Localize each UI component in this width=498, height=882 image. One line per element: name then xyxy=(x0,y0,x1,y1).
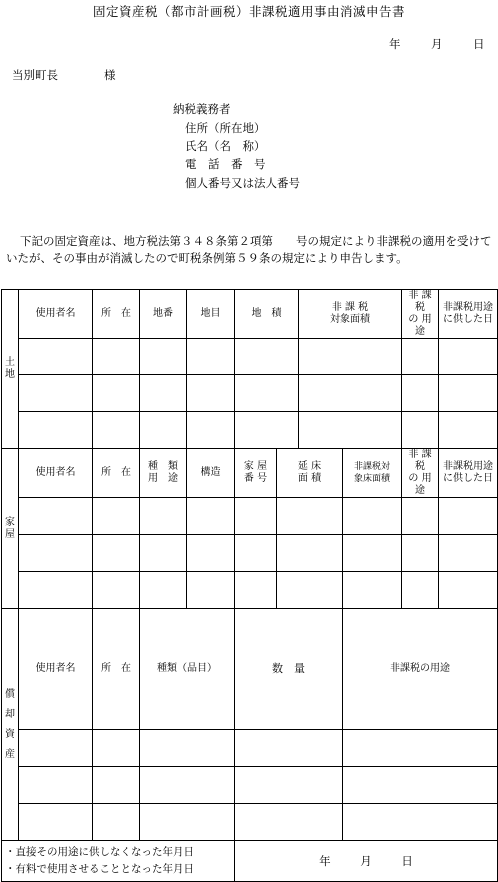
land-col-location: 所 在 xyxy=(93,290,140,339)
depreciable-cell-quantity[interactable] xyxy=(235,767,343,804)
house-section-label: 家 屋 xyxy=(2,449,19,609)
paid-use-date-label: ・有料で使用させることとなった年月日 xyxy=(5,863,194,875)
house-cell-type[interactable] xyxy=(140,572,187,609)
land-col-user-name: 使用者名 xyxy=(19,290,93,339)
house-cell-exempt-use[interactable] xyxy=(402,535,439,572)
house-cell-exempt-date[interactable] xyxy=(439,535,498,572)
house-row xyxy=(2,498,498,535)
land-cell-area[interactable] xyxy=(235,375,299,412)
house-cell-structure[interactable] xyxy=(187,535,235,572)
land-col-exempt-area: 非 課 税 対象面積 xyxy=(299,290,402,339)
land-cell-user[interactable] xyxy=(19,375,93,412)
land-cell-user[interactable] xyxy=(19,339,93,375)
house-cell-location[interactable] xyxy=(93,498,140,535)
land-cell-category[interactable] xyxy=(187,375,235,412)
house-cell-user[interactable] xyxy=(19,572,93,609)
depreciable-cell-location[interactable] xyxy=(93,804,140,841)
depreciable-col-exempt-use: 非課税の用途 xyxy=(343,609,498,730)
land-cell-exempt-date[interactable] xyxy=(439,375,498,412)
depreciable-header-row xyxy=(2,609,498,730)
house-header-row xyxy=(2,449,498,498)
land-cell-lot[interactable] xyxy=(140,375,187,412)
land-col-exempt-use: 非 課 税 の 用 途 xyxy=(402,290,439,339)
land-row xyxy=(2,412,498,449)
land-cell-exempt-use[interactable] xyxy=(402,375,439,412)
house-cell-user[interactable] xyxy=(19,498,93,535)
house-cell-floor-area[interactable] xyxy=(277,572,343,609)
depreciable-col-type-item: 種類（品目） xyxy=(140,609,235,730)
depreciable-cell-type[interactable] xyxy=(140,804,235,841)
land-cell-exempt-date[interactable] xyxy=(439,412,498,449)
land-cell-user[interactable] xyxy=(19,412,93,449)
house-cell-exempt-use[interactable] xyxy=(402,498,439,535)
house-cell-exempt-floor-area[interactable] xyxy=(343,498,402,535)
house-cell-exempt-floor-area[interactable] xyxy=(343,572,402,609)
depreciable-col-quantity: 数 量 xyxy=(235,609,343,730)
land-cell-exempt-area[interactable] xyxy=(299,375,402,412)
depreciable-cell-location[interactable] xyxy=(93,767,140,804)
house-cell-number[interactable] xyxy=(235,535,277,572)
house-col-exempt-use: 非 課 税 の 用 途 xyxy=(402,449,439,498)
house-cell-exempt-date[interactable] xyxy=(439,572,498,609)
land-row xyxy=(2,375,498,412)
land-cell-category[interactable] xyxy=(187,339,235,375)
termination-date-field[interactable] xyxy=(235,841,498,882)
house-cell-floor-area[interactable] xyxy=(277,498,343,535)
depreciable-cell-type[interactable] xyxy=(140,767,235,804)
land-cell-location[interactable] xyxy=(93,375,140,412)
house-cell-structure[interactable] xyxy=(187,498,235,535)
land-cell-exempt-area[interactable] xyxy=(299,412,402,449)
land-cell-lot[interactable] xyxy=(140,412,187,449)
depreciable-cell-quantity[interactable] xyxy=(235,804,343,841)
depreciable-cell-exempt-use[interactable] xyxy=(343,767,498,804)
house-cell-structure[interactable] xyxy=(187,572,235,609)
depreciable-cell-user[interactable] xyxy=(19,767,93,804)
date-day-label: 日 xyxy=(473,37,485,51)
land-cell-location[interactable] xyxy=(93,412,140,449)
page-title: 固定資産税（都市計画税）非課税適用事由消滅申告書 xyxy=(92,4,405,19)
depreciable-col-location: 所 在 xyxy=(93,609,140,730)
house-col-exempt-date: 非課税用途 に供した日 xyxy=(439,449,498,498)
addressee: 当別町長 様 xyxy=(12,68,116,82)
depreciable-row xyxy=(2,804,498,841)
house-cell-exempt-use[interactable] xyxy=(402,572,439,609)
house-cell-type[interactable] xyxy=(140,498,187,535)
land-section-label: 土 地 xyxy=(2,290,19,449)
house-col-location: 所 在 xyxy=(93,449,140,498)
house-col-user-name: 使用者名 xyxy=(19,449,93,498)
termination-date-row xyxy=(2,841,498,882)
taxpayer-address-label: 住所（所在地） xyxy=(185,121,266,135)
land-cell-exempt-use[interactable] xyxy=(402,412,439,449)
land-cell-exempt-date[interactable] xyxy=(439,339,498,375)
land-col-exempt-date: 非課税用途 に供した日 xyxy=(439,290,498,339)
land-cell-area[interactable] xyxy=(235,339,299,375)
termination-year-label: 年 xyxy=(319,854,331,868)
depreciable-row xyxy=(2,767,498,804)
taxpayer-id-label: 個人番号又は法人番号 xyxy=(185,176,300,190)
house-col-floor-area: 延 床 面 積 xyxy=(277,449,343,498)
depreciable-cell-user[interactable] xyxy=(19,804,93,841)
house-row xyxy=(2,535,498,572)
house-cell-type[interactable] xyxy=(140,535,187,572)
house-cell-user[interactable] xyxy=(19,535,93,572)
taxpayer-phone-label: 電 話 番 号 xyxy=(185,157,266,171)
house-cell-floor-area[interactable] xyxy=(277,535,343,572)
depreciable-section-label: 償 却 資 産 xyxy=(2,609,19,841)
land-row xyxy=(2,339,498,375)
house-col-type-use: 種 類 用 途 xyxy=(140,449,187,498)
house-cell-location[interactable] xyxy=(93,535,140,572)
land-col-land-category: 地目 xyxy=(187,290,235,339)
taxpayer-heading: 納税義務者 xyxy=(173,102,231,116)
land-header-row xyxy=(2,290,498,339)
house-cell-number[interactable] xyxy=(235,498,277,535)
no-longer-used-date-label: ・直接その用途に供しなくなった年月日 xyxy=(5,846,194,858)
date-year-label: 年 xyxy=(389,37,401,51)
house-cell-exempt-floor-area[interactable] xyxy=(343,535,402,572)
depreciable-cell-exempt-use[interactable] xyxy=(343,804,498,841)
depreciable-col-user-name: 使用者名 xyxy=(19,609,93,730)
land-cell-location[interactable] xyxy=(93,339,140,375)
date-month-label: 月 xyxy=(431,37,443,51)
land-col-area: 地 積 xyxy=(235,290,299,339)
house-cell-location[interactable] xyxy=(93,572,140,609)
house-col-exempt-floor-area: 非課税対 象床面積 xyxy=(343,449,402,498)
declaration-paragraph: 下記の固定資産は、地方税法第３４８条第２項第 号の規定により非課税の適用を受けていたが、その事由が消滅したので町税条例第５９条の規定により申告します。 xyxy=(6,234,492,265)
house-col-structure: 構造 xyxy=(187,449,235,498)
termination-month-label: 月 xyxy=(360,854,372,868)
house-col-house-number: 家 屋 番 号 xyxy=(235,449,277,498)
land-cell-lot[interactable] xyxy=(140,339,187,375)
termination-date-labels xyxy=(2,841,235,882)
taxpayer-name-label: 氏名（名 称） xyxy=(185,139,266,153)
house-cell-exempt-date[interactable] xyxy=(439,498,498,535)
termination-day-label: 日 xyxy=(401,854,413,868)
house-cell-number[interactable] xyxy=(235,572,277,609)
land-cell-exempt-area[interactable] xyxy=(299,339,402,375)
land-cell-exempt-use[interactable] xyxy=(402,339,439,375)
land-col-lot-number: 地番 xyxy=(140,290,187,339)
land-cell-area[interactable] xyxy=(235,412,299,449)
declaration-table xyxy=(1,289,498,882)
house-row xyxy=(2,572,498,609)
land-cell-category[interactable] xyxy=(187,412,235,449)
